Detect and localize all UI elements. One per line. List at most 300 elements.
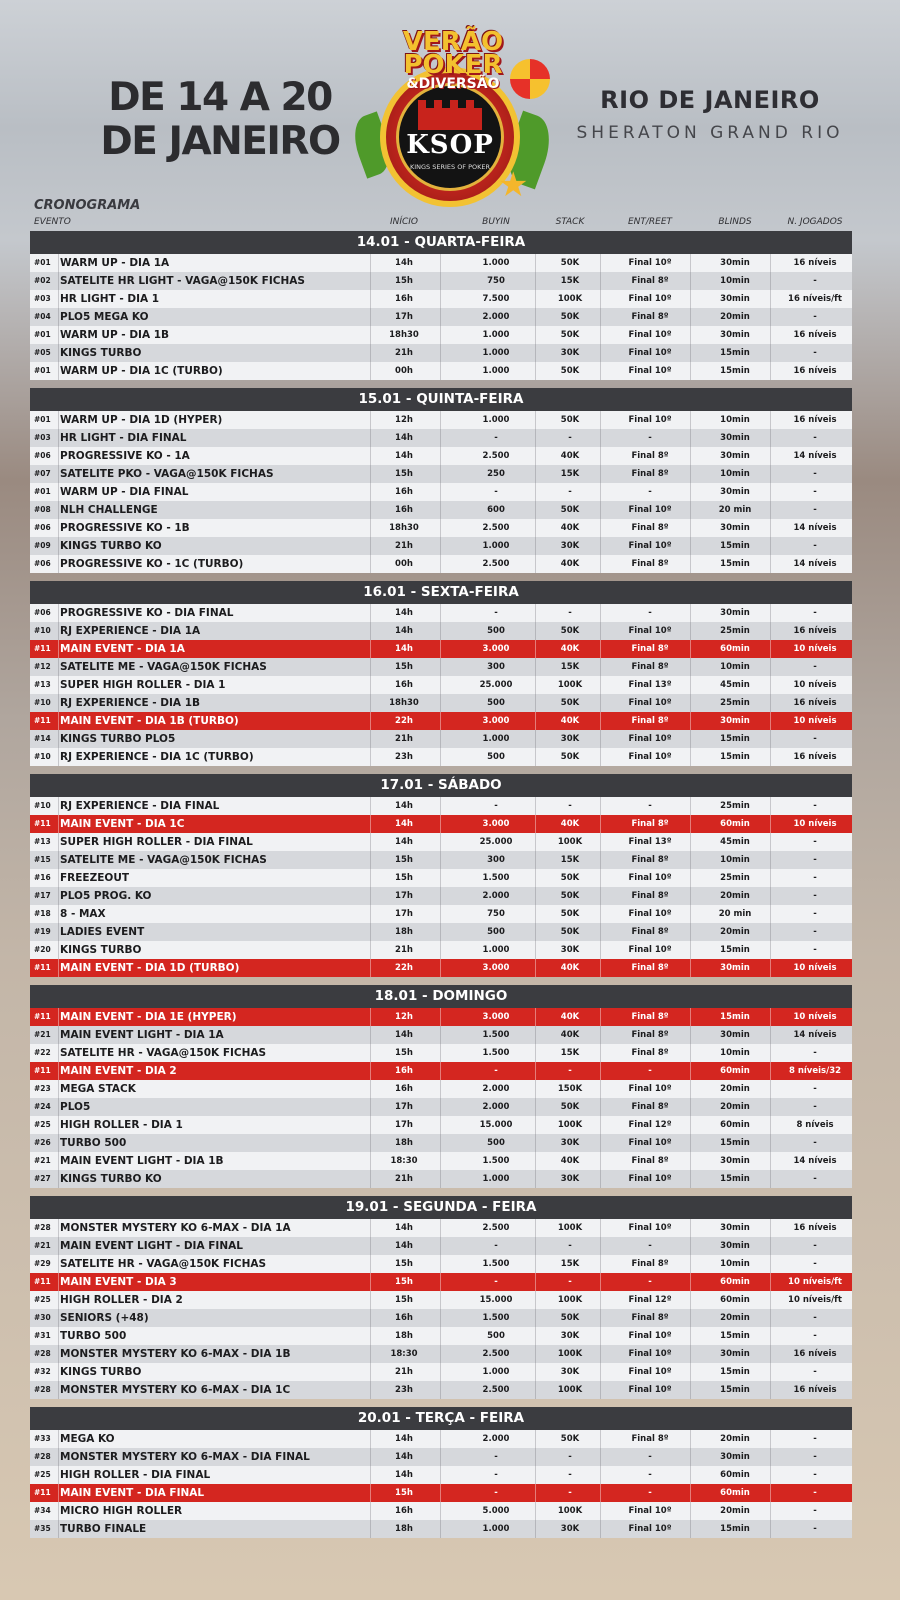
column-divider [770,1062,771,1080]
event-row [30,1098,852,1116]
event-row [30,272,852,290]
event-row [30,941,852,959]
cell-buyin: 2.000 [482,1102,510,1112]
column-divider [440,1291,441,1309]
column-divider [770,537,771,555]
main-event-row [30,1484,852,1502]
cell-num: #23 [34,1084,51,1093]
cell-stack: 50K [560,752,580,762]
cell-start: 18h [395,927,413,937]
column-divider [770,555,771,573]
cell-ent: Final 10º [628,1174,672,1184]
column-divider [58,272,59,290]
cell-num: #28 [34,1349,51,1358]
column-divider [58,905,59,923]
cell-buyin: - [494,1488,498,1498]
column-divider [535,622,536,640]
cell-start: 14h [395,258,413,268]
cell-ent: Final 10º [628,348,672,358]
cell-jog: - [813,487,817,497]
cell-stack: 15K [560,855,580,865]
cell-name: MAIN EVENT - DIA 2 [60,1065,177,1077]
cell-blinds: 60min [720,1066,750,1076]
column-divider [600,959,601,977]
cell-num: #30 [34,1313,51,1322]
cell-start: 18:30 [390,1349,418,1359]
cell-start: 18:30 [390,1156,418,1166]
main-event-row [30,959,852,977]
column-divider [440,326,441,344]
cell-buyin: 3.000 [482,716,510,726]
cell-num: #02 [34,276,51,285]
column-divider [770,1116,771,1134]
cell-start: 18h [395,1331,413,1341]
event-row [30,344,852,362]
cell-num: #20 [34,945,51,954]
cell-num: #25 [34,1295,51,1304]
cell-jog: - [813,801,817,811]
cell-blinds: 10min [720,1259,750,1269]
column-divider [58,519,59,537]
cell-ent: Final 8º [631,1048,669,1058]
column-divider [690,1026,691,1044]
column-divider [690,308,691,326]
column-divider [535,941,536,959]
column-divider [690,1520,691,1538]
cell-stack: 50K [560,698,580,708]
column-divider [440,640,441,658]
cell-num: #06 [34,559,51,568]
column-divider [58,1520,59,1538]
cell-num: #08 [34,505,51,514]
event-row [30,1134,852,1152]
cell-name: KINGS TURBO [60,347,142,359]
cell-buyin: 250 [487,469,505,479]
column-divider [535,362,536,380]
cell-num: #03 [34,433,51,442]
column-divider [58,1309,59,1327]
cell-name: HR LIGHT - DIA FINAL [60,432,187,444]
cell-blinds: 15min [720,1367,750,1377]
column-divider [535,640,536,658]
cell-ent: Final 10º [628,752,672,762]
column-divider [770,748,771,766]
cell-name: WARM UP - DIA 1B [60,329,170,341]
cell-stack: - [568,1470,572,1480]
column-divider [535,959,536,977]
column-divider [58,447,59,465]
cell-name: MONSTER MYSTERY KO 6-MAX - DIA 1B [60,1348,291,1360]
column-divider [690,604,691,622]
cell-buyin: 1.000 [482,415,510,425]
column-divider [770,1170,771,1188]
cell-ent: Final 10º [628,1367,672,1377]
cell-ent: Final 12º [628,1120,672,1130]
cell-start: 14h [395,1241,413,1251]
cell-jog: - [813,927,817,937]
cell-name: MAIN EVENT - DIA 1C [60,818,185,830]
column-divider [770,362,771,380]
column-divider [770,1502,771,1520]
column-divider [440,1381,441,1399]
cell-stack: 50K [560,873,580,883]
column-divider [690,833,691,851]
day-gap [30,977,852,985]
column-divider [770,411,771,429]
cell-start: 21h [395,348,413,358]
column-divider [600,941,601,959]
cell-stack: 40K [560,819,580,829]
cell-jog: 16 níveis [793,1223,837,1233]
column-divider [770,797,771,815]
cell-num: #01 [34,487,51,496]
cell-start: 17h [395,1102,413,1112]
cell-num: #15 [34,855,51,864]
cell-num: #10 [34,698,51,707]
column-divider [58,1255,59,1273]
column-divider [440,308,441,326]
day-header: 18.01 - DOMINGO [30,985,852,1008]
cell-buyin: 25.000 [479,837,513,847]
cell-ent: Final 8º [631,855,669,865]
cell-name: MONSTER MYSTERY KO 6-MAX - DIA FINAL [60,1451,310,1463]
cell-jog: - [813,1470,817,1480]
crown-icon [418,108,482,130]
cell-stack: - [568,1241,572,1251]
cell-name: KINGS TURBO KO [60,1173,162,1185]
cell-blinds: 30min [720,1349,750,1359]
cell-blinds: 30min [720,1241,750,1251]
cell-ent: Final 10º [628,1349,672,1359]
column-divider [600,272,601,290]
column-divider [58,658,59,676]
column-divider [535,815,536,833]
cell-start: 15h [395,873,413,883]
cell-ent: - [648,433,652,443]
cell-num: #07 [34,469,51,478]
column-divider [440,1484,441,1502]
column-divider [690,555,691,573]
column-divider [58,1152,59,1170]
cell-start: 14h [395,819,413,829]
column-divider [770,290,771,308]
column-divider [535,905,536,923]
column-divider [440,411,441,429]
cell-start: 14h [395,451,413,461]
cell-name: NLH CHALLENGE [60,504,158,516]
column-divider [58,501,59,519]
column-divider [770,905,771,923]
column-divider [440,712,441,730]
column-divider [600,519,601,537]
cell-start: 16h [395,1313,413,1323]
cell-start: 18h [395,1138,413,1148]
cell-start: 18h30 [389,523,419,533]
day-header: 14.01 - QUARTA-FEIRA [30,231,852,254]
cell-buyin: 750 [487,276,505,286]
cell-blinds: 10min [720,855,750,865]
cell-start: 00h [395,559,413,569]
cell-name: SATELITE ME - VAGA@150K FICHAS [60,661,267,673]
cell-ent: Final 8º [631,1156,669,1166]
column-divider [690,1170,691,1188]
cell-stack: 100K [557,294,583,304]
cell-start: 14h [395,801,413,811]
cell-stack: 50K [560,258,580,268]
cell-jog: - [813,1174,817,1184]
column-divider [440,465,441,483]
cell-ent: Final 8º [631,1030,669,1040]
day-header: 17.01 - SÁBADO [30,774,852,797]
cell-blinds: 15min [720,559,750,569]
cell-jog: 14 níveis [793,451,837,461]
column-divider [690,1327,691,1345]
column-divider [440,290,441,308]
column-divider [58,411,59,429]
event-row [30,1430,852,1448]
event-row [30,447,852,465]
cell-jog: - [813,873,817,883]
cell-num: #27 [34,1174,51,1183]
column-divider [600,555,601,573]
cell-num: #16 [34,873,51,882]
cell-jog: - [813,541,817,551]
cell-stack: 50K [560,312,580,322]
cell-buyin: 1.000 [482,1174,510,1184]
cell-name: HIGH ROLLER - DIA FINAL [60,1469,211,1481]
cell-start: 16h [395,505,413,515]
column-divider [690,1255,691,1273]
column-divider [440,501,441,519]
column-divider [535,1008,536,1026]
cell-buyin: 15.000 [479,1120,513,1130]
cell-blinds: 25min [720,873,750,883]
cell-ent: Final 8º [631,523,669,533]
column-divider [440,869,441,887]
column-divider [535,1044,536,1062]
cell-num: #33 [34,1434,51,1443]
cell-num: #25 [34,1470,51,1479]
col-inicio: INÍCIO [389,217,419,227]
cell-num: #11 [34,1277,51,1286]
cell-stack: - [568,801,572,811]
event-row [30,1237,852,1255]
column-divider [440,1152,441,1170]
cell-stack: 100K [557,1349,583,1359]
column-divider [770,429,771,447]
cell-name: WARM UP - DIA 1A [60,257,170,269]
column-divider [600,429,601,447]
column-divider [690,869,691,887]
cell-start: 21h [395,734,413,744]
cell-blinds: 60min [720,1470,750,1480]
column-divider [690,658,691,676]
column-divider [440,833,441,851]
column-divider [600,1044,601,1062]
event-row [30,1080,852,1098]
column-divider [600,833,601,851]
cell-name: SATELITE HR - VAGA@150K FICHAS [60,1047,267,1059]
column-divider [440,797,441,815]
cell-name: PROGRESSIVE KO - DIA FINAL [60,607,234,619]
cell-num: #10 [34,801,51,810]
column-divider [690,429,691,447]
cell-buyin: - [494,1277,498,1287]
cell-jog: - [813,1331,817,1341]
cell-stack: 40K [560,559,580,569]
cell-num: #09 [34,541,51,550]
cell-stack: 100K [557,680,583,690]
cell-start: 15h [395,1048,413,1058]
cell-jog: 16 níveis [793,1385,837,1395]
cell-ent: Final 8º [631,1012,669,1022]
cell-stack: 150K [557,1084,583,1094]
cell-jog: 14 níveis [793,1156,837,1166]
cell-stack: - [568,1488,572,1498]
column-divider [440,1062,441,1080]
event-row [30,501,852,519]
column-divider [770,483,771,501]
cell-blinds: 20min [720,1084,750,1094]
column-divider [600,1008,601,1026]
cell-name: MONSTER MYSTERY KO 6-MAX - DIA 1A [60,1222,291,1234]
column-divider [58,1291,59,1309]
cell-ent: Final 8º [631,963,669,973]
column-divider [690,1430,691,1448]
event-row [30,254,852,272]
cell-blinds: 30min [720,433,750,443]
cell-name: SATELITE ME - VAGA@150K FICHAS [60,854,267,866]
cell-buyin: 1.500 [482,1259,510,1269]
event-row [30,1219,852,1237]
column-divider [440,1363,441,1381]
column-divider [535,519,536,537]
cell-jog: 16 níveis [793,366,837,376]
col-evento: EVENTO [34,217,71,227]
column-divider [600,1291,601,1309]
cell-blinds: 60min [720,1277,750,1287]
cell-ent: Final 8º [631,1259,669,1269]
cell-blinds: 20min [720,1313,750,1323]
column-divider [58,1345,59,1363]
event-row [30,483,852,501]
event-row [30,362,852,380]
cell-buyin: 500 [487,1331,505,1341]
cell-buyin: 15.000 [479,1295,513,1305]
schedule-title: CRONOGRAMA [34,198,141,213]
column-divider [600,290,601,308]
column-divider [600,1255,601,1273]
cell-num: #13 [34,680,51,689]
column-divider [600,923,601,941]
column-divider [770,326,771,344]
cell-blinds: 15min [720,1138,750,1148]
column-divider [440,959,441,977]
cell-buyin: - [494,1066,498,1076]
column-divider [440,254,441,272]
cell-start: 14h [395,1223,413,1233]
cell-buyin: 2.000 [482,1434,510,1444]
column-divider [770,941,771,959]
cell-jog: 10 níveis [793,680,837,690]
column-divider [690,1152,691,1170]
column-divider [58,640,59,658]
cell-name: PLO5 MEGA KO [60,311,149,323]
column-divider [440,1430,441,1448]
column-divider [770,887,771,905]
cell-blinds: 45min [720,680,750,690]
column-divider [58,923,59,941]
column-divider [58,1430,59,1448]
column-divider [58,254,59,272]
cell-start: 15h [395,469,413,479]
cell-buyin: 1.500 [482,1048,510,1058]
cell-blinds: 15min [720,1331,750,1341]
column-divider [690,712,691,730]
column-divider [770,833,771,851]
column-divider [690,1345,691,1363]
column-divider [535,869,536,887]
cell-jog: - [813,1102,817,1112]
cell-ent: Final 10º [628,1331,672,1341]
cell-num: #11 [34,1488,51,1497]
column-divider [535,1062,536,1080]
event-row [30,1502,852,1520]
cell-blinds: 15min [720,541,750,551]
cell-name: LADIES EVENT [60,926,145,938]
event-row [30,797,852,815]
column-divider [600,1363,601,1381]
column-divider [690,290,691,308]
cell-blinds: 30min [720,716,750,726]
column-divider [535,712,536,730]
column-headers [30,217,852,230]
column-divider [440,1116,441,1134]
column-divider [690,465,691,483]
column-divider [440,1219,441,1237]
column-divider [600,712,601,730]
cell-jog: 10 níveis [793,1012,837,1022]
logo-title-3: &DIVERSÃO [406,76,500,92]
column-divider [440,1448,441,1466]
event-row [30,1116,852,1134]
logo-title [378,27,528,92]
column-divider [58,362,59,380]
cell-buyin: 600 [487,505,505,515]
cell-stack: 100K [557,1120,583,1130]
cell-num: #22 [34,1048,51,1057]
cell-jog: - [813,276,817,286]
cell-stack: 40K [560,1012,580,1022]
cell-num: #03 [34,294,51,303]
logo-title-2: POKER [403,50,503,80]
column-divider [770,501,771,519]
cell-num: #19 [34,927,51,936]
cell-buyin: 300 [487,855,505,865]
column-divider [535,447,536,465]
cell-jog: 16 níveis [793,330,837,340]
cell-num: #24 [34,1102,51,1111]
col-jogados: N. JOGADOS [787,217,843,227]
column-divider [440,272,441,290]
column-divider [600,501,601,519]
cell-name: WARM UP - DIA FINAL [60,486,189,498]
cell-stack: 15K [560,469,580,479]
cell-ent: Final 10º [628,1084,672,1094]
column-divider [770,1080,771,1098]
cell-buyin: 750 [487,909,505,919]
cell-start: 16h [395,1066,413,1076]
